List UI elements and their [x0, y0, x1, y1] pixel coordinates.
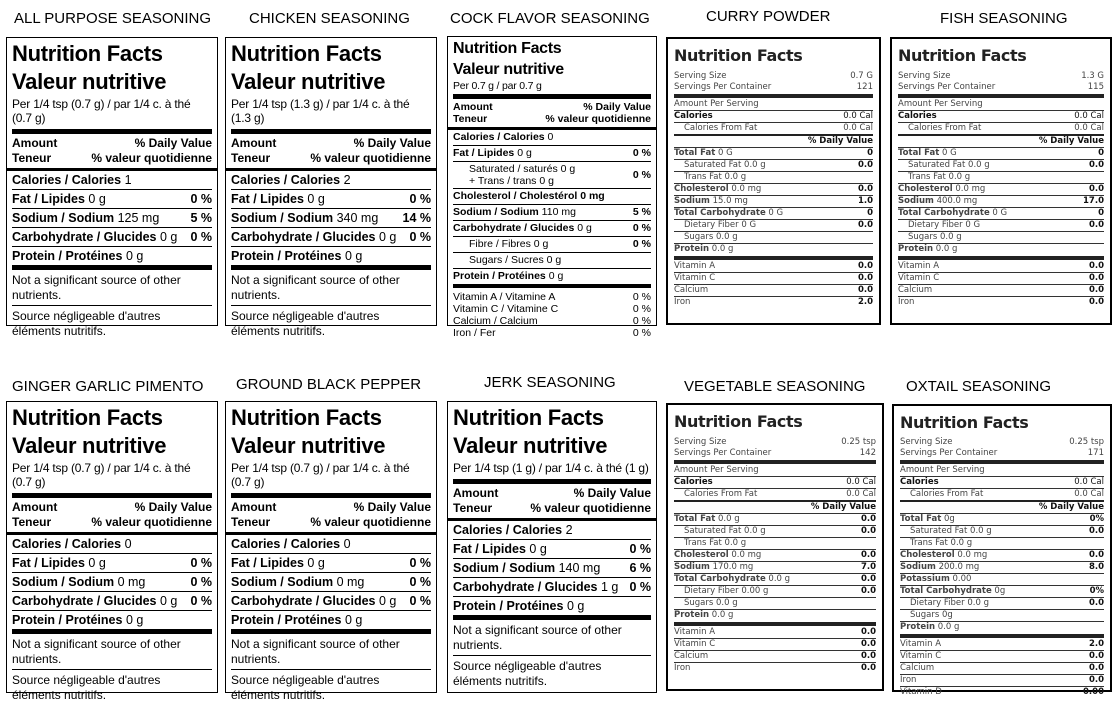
daily-value-header: % Daily Value [573, 486, 651, 500]
calories-row: Calories / Calories 2 [453, 521, 651, 540]
nutrition-label-fish: Nutrition Facts Serving Size 1.3 G Servings Per Container 115 Amount Per Serving Calories 0.0 Cal Calories From Fat 0.0 Cal % Daily Value Total Fat 0 G 0 Saturated Fat 0.0 g 0.0 Trans Fat 0.0 g Cholesterol 0.0 mg 0.0 Sodium 400.0 mg 17.0 Total Carbohydrate 0 G 0 Dietary Fiber 0 G 0.0 Sugars 0.0 g Protein 0.0 g Vitamin A 0.0 Vitamin C 0.0 Calcium 0.0 Iron 0.0 [890, 37, 1112, 325]
fat-row: Fat / Lipides 0 g 0 % [231, 190, 431, 209]
fat-row: Fat / Lipides 0 g 0 % [12, 190, 212, 209]
teneur-header: Teneur [231, 151, 271, 165]
sodium-row: Sodium / Sodium 125 mg 5 % [12, 209, 212, 228]
iron-row: Iron / Fer 0 % [453, 327, 651, 339]
nutrition-label-jerk [447, 401, 657, 693]
protein-row: Protein / Protéines 0 g [453, 597, 651, 620]
teneur-header: Teneur [12, 515, 52, 529]
sodium-row: Sodium / Sodium 110 mg 5 % [453, 205, 651, 221]
label-title: Nutrition Facts [898, 46, 1027, 65]
note-en: Not a significant source of other nutrients. [231, 273, 431, 306]
label-title-fr: Valeur nutritive [453, 433, 608, 458]
daily-value-header: % Daily Value [134, 500, 212, 514]
amount-header: Amount [453, 101, 493, 113]
sodium-row: Sodium / Sodium 140 mg 6 % [453, 559, 651, 578]
label-title-en: Nutrition Facts [12, 41, 163, 66]
vitamin-c-row: Vitamin C / Vitamine C 0 % [453, 303, 651, 315]
valeur-header: % valeur quotidienne [545, 113, 651, 125]
fibre-row: Fibre / Fibres 0 g 0 % [453, 237, 651, 253]
amount-header: Amount [453, 486, 499, 500]
vitamin-a-row: Vitamin A / Vitamine A 0 % [453, 291, 651, 303]
cholesterol-row: Cholesterol / Cholestérol 0 mg [453, 189, 651, 205]
note-en: Not a significant source of other nutrients. [453, 623, 651, 656]
product-title-black-pepper: GROUND BLACK PEPPER [236, 376, 422, 393]
note-fr: Source négligeable d'autres éléments nutritifs. [453, 659, 602, 688]
note-fr: Source négligeable d'autres éléments nutritifs. [231, 673, 380, 702]
protein-row: Protein / Protéines 0 g [231, 247, 431, 270]
product-title-oxtail: OXTAIL SEASONING [906, 378, 1052, 395]
label-title-en: Nutrition Facts [231, 405, 382, 430]
note-en: Not a significant source of other nutrients. [231, 637, 431, 670]
valeur-header: % valeur quotidienne [310, 515, 431, 529]
teneur-header: Teneur [453, 501, 493, 515]
note-en: Not a significant source of other nutrients. [12, 273, 212, 306]
carb-row: Carbohydrate / Glucides 0 g 0 % [231, 592, 431, 611]
serving-size: Per 1/4 tsp (0.7 g) / par 1/4 c. à thé (0.7 g) [12, 97, 212, 134]
nutrition-label-vegetable: Nutrition Facts Serving Size 0.25 tsp Servings Per Container 142 Amount Per Serving Calories 0.0 Cal Calories From Fat 0.0 Cal % Daily Value Total Fat 0.0 g 0.0 Saturated Fat 0.0 g 0.0 Trans Fat 0.0 g Cholesterol 0.0 mg 0.0 Sodium 170.0 mg 7.0 Total Carbohydrate 0.0 g 0.0 Dietary Fiber 0.00 g 0.0 Sugars 0.0 g Protein 0.0 g Vitamin A 0.0 Vitamin C 0.0 Calcium 0.0 Iron 0.0 [666, 403, 884, 691]
label-title-en: Nutrition Facts [12, 405, 163, 430]
nutrition-label-curry: Nutrition Facts Serving Size 0.7 G Servings Per Container 121 Amount Per Serving Calories 0.0 Cal Calories From Fat 0.0 Cal % Daily Value Total Fat 0 G 0 Saturated Fat 0.0 g 0.0 Trans Fat 0.0 g Cholesterol 0.0 mg 0.0 Sodium 15.0 mg 1.0 Total Carbohydrate 0 G 0 Dietary Fiber 0 G 0.0 Sugars 0.0 g Protein 0.0 g Vitamin A 0.0 Vitamin C 0.0 Calcium 0.0 Iron 2.0 [666, 37, 881, 325]
teneur-header: Teneur [231, 515, 271, 529]
product-title-jerk: JERK SEASONING [484, 374, 616, 391]
nutrition-label-chicken [225, 37, 437, 338]
carb-row: Carbohydrate / Glucides 0 g 0 % [12, 228, 212, 247]
sodium-row: Sodium / Sodium 340 mg 14 % [231, 209, 431, 228]
fat-row: Fat / Lipides 0 g 0 % [231, 554, 431, 573]
label-title: Nutrition Facts [674, 412, 803, 431]
carb-row: Carbohydrate / Glucides 0 g 0 % [231, 228, 431, 247]
amount-header: Amount [231, 136, 277, 150]
calories-row: Calories / Calories 0 [231, 535, 431, 554]
note-en: Not a significant source of other nutrients. [12, 637, 212, 670]
nutrition-label-cock-flavor [447, 36, 657, 339]
note-fr: Source négligeable d'autres éléments nutritifs. [231, 309, 380, 338]
label-title-fr: Valeur nutritive [231, 433, 386, 458]
protein-row: Protein / Protéines 0 g [231, 611, 431, 634]
label-title: Nutrition Facts [900, 413, 1029, 432]
calories-row: Calories / Calories 0 [453, 130, 651, 146]
carb-row: Carbohydrate / Glucides 0 g 0 % [12, 592, 212, 611]
serving-size: Per 1/4 tsp (1.3 g) / par 1/4 c. à thé (1.3 g) [231, 97, 431, 134]
nutrition-label-all-purpose [6, 37, 218, 338]
serving-size: Per 0.7 g / par 0.7 g [453, 80, 651, 99]
nutrition-label-ginger-garlic [6, 401, 218, 702]
serving-size: Per 1/4 tsp (1 g) / par 1/4 c. à thé (1 g) [453, 461, 651, 484]
calcium-row: Calcium / Calcium 0 % [453, 315, 651, 327]
protein-row: Protein / Protéines 0 g [12, 247, 212, 270]
label-title-fr: Valeur nutritive [231, 69, 386, 94]
product-title-ginger-garlic: GINGER GARLIC PIMENTO [12, 378, 204, 395]
calories-row: Calories / Calories 0 [12, 535, 212, 554]
label-title-en: Nutrition Facts [453, 40, 562, 57]
label-title: Nutrition Facts [674, 46, 803, 65]
protein-row: Protein / Protéines 0 g [453, 269, 651, 288]
label-title-fr: Valeur nutritive [12, 433, 167, 458]
carb-row: Carbohydrate / Glucides 1 g 0 % [453, 578, 651, 597]
sodium-row: Sodium / Sodium 0 mg 0 % [231, 573, 431, 592]
valeur-header: % valeur quotidienne [91, 515, 212, 529]
label-title-en: Nutrition Facts [453, 405, 604, 430]
serving-size: Per 1/4 tsp (0.7 g) / par 1/4 c. à thé (0.7 g) [231, 461, 431, 498]
valeur-header: % valeur quotidienne [530, 501, 651, 515]
product-title-chicken: CHICKEN SEASONING [249, 10, 410, 27]
nutrition-label-black-pepper [225, 401, 437, 702]
label-title-fr: Valeur nutritive [12, 69, 167, 94]
note-fr: Source négligeable d'autres éléments nutritifs. [12, 309, 161, 338]
amount-header: Amount [12, 136, 58, 150]
daily-value-header: % Daily Value [353, 136, 431, 150]
carb-row: Carbohydrate / Glucides 0 g 0 % [453, 221, 651, 237]
saturated-trans-row: Saturated / saturés 0 g + Trans / trans 0 g 0 % [453, 162, 651, 189]
protein-row: Protein / Protéines 0 g [12, 611, 212, 634]
amount-header: Amount [12, 500, 58, 514]
valeur-header: % valeur quotidienne [310, 151, 431, 165]
product-title-cock-flavor: COCK FLAVOR SEASONING [450, 10, 650, 27]
label-title-fr: Valeur nutritive [453, 61, 564, 78]
teneur-header: Teneur [12, 151, 52, 165]
product-title-curry: CURRY POWDER [706, 8, 831, 25]
nutrition-label-oxtail: Nutrition Facts Serving Size 0.25 tsp Servings Per Container 171 Amount Per Serving Calories 0.0 Cal Calories From Fat 0.0 Cal % Daily Value Total Fat 0g 0% Saturated Fat 0.0 g 0.0 Trans Fat 0.0 g Cholesterol 0.0 mg 0.0 Sodium 200.0 mg 8.0 Potassium 0.00 Total Carbohydrate 0g 0% Dietary Fiber 0.0 g 0.0 Sugars 0g Protein 0.0 g Vitamin A 2.0 Vitamin C 0.0 Calcium 0.0 Iron 0.0 Vitamin D 0.00 [892, 404, 1112, 692]
product-title-fish: FISH SEASONING [940, 10, 1068, 27]
daily-value-header: % Daily Value [353, 500, 431, 514]
calories-row: Calories / Calories 1 [12, 171, 212, 190]
note-fr: Source négligeable d'autres éléments nutritifs. [12, 673, 161, 702]
valeur-header: % valeur quotidienne [91, 151, 212, 165]
product-title-all-purpose: ALL PURPOSE SEASONING [14, 10, 212, 27]
fat-row: Fat / Lipides 0 g 0 % [453, 540, 651, 559]
teneur-header: Teneur [453, 113, 488, 125]
product-title-vegetable: VEGETABLE SEASONING [684, 378, 866, 395]
fat-row: Fat / Lipides 0 g 0 % [12, 554, 212, 573]
amount-header: Amount [231, 500, 277, 514]
daily-value-header: % Daily Value [134, 136, 212, 150]
fat-row: Fat / Lipides 0 g 0 % [453, 146, 651, 162]
serving-size: Per 1/4 tsp (0.7 g) / par 1/4 c. à thé (0.7 g) [12, 461, 212, 498]
sodium-row: Sodium / Sodium 0 mg 0 % [12, 573, 212, 592]
calories-row: Calories / Calories 2 [231, 171, 431, 190]
label-title-en: Nutrition Facts [231, 41, 382, 66]
sugars-row: Sugars / Sucres 0 g [453, 253, 651, 269]
daily-value-header: % Daily Value [583, 101, 651, 113]
